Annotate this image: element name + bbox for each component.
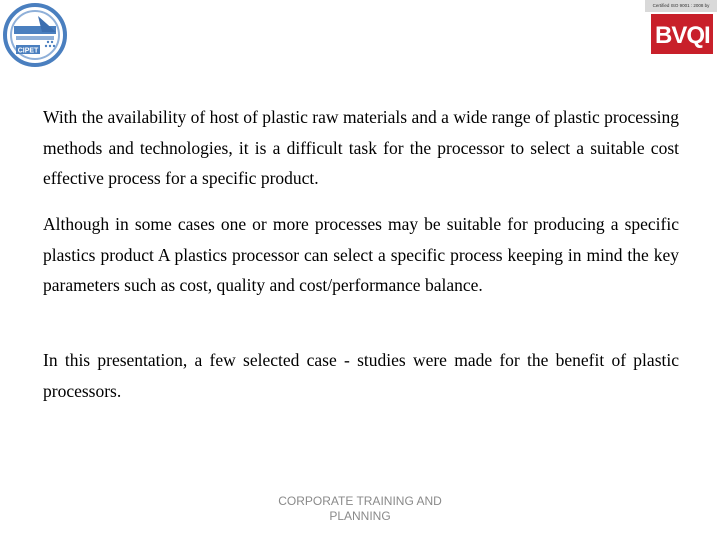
paragraph-1: [43, 102, 679, 194]
paragraph-3: [43, 345, 679, 406]
bvqi-brand: BVQI: [655, 22, 710, 49]
paragraph-text: Although in some cases one or more processes may be suitable for producing a specific plastics product A plastics processor can select a specific process keeping in mind the key parameters such as cost, quality and cost/performance balance.: [43, 214, 679, 295]
footer: [260, 494, 460, 524]
paragraph-text: In this presentation, a few selected case - studies were made for the benefit of plastic processors.: [43, 350, 679, 401]
cipet-logo: [2, 2, 68, 68]
certification-label: Certified ISO 9001 : 2008 by: [645, 0, 717, 12]
bvqi-logo: [645, 0, 717, 54]
paragraph-2: [43, 209, 679, 301]
cipet-logo-text: CIPET: [17, 47, 39, 55]
footer-line-2: PLANNING: [329, 509, 391, 523]
paragraph-text: With the availability of host of plastic raw materials and a wide range of plastic processing methods and technologies, it is a difficult task for the processor to select a suitable cost effective process for a specific product.: [43, 107, 679, 188]
footer-line-1: CORPORATE TRAINING AND: [278, 494, 442, 508]
